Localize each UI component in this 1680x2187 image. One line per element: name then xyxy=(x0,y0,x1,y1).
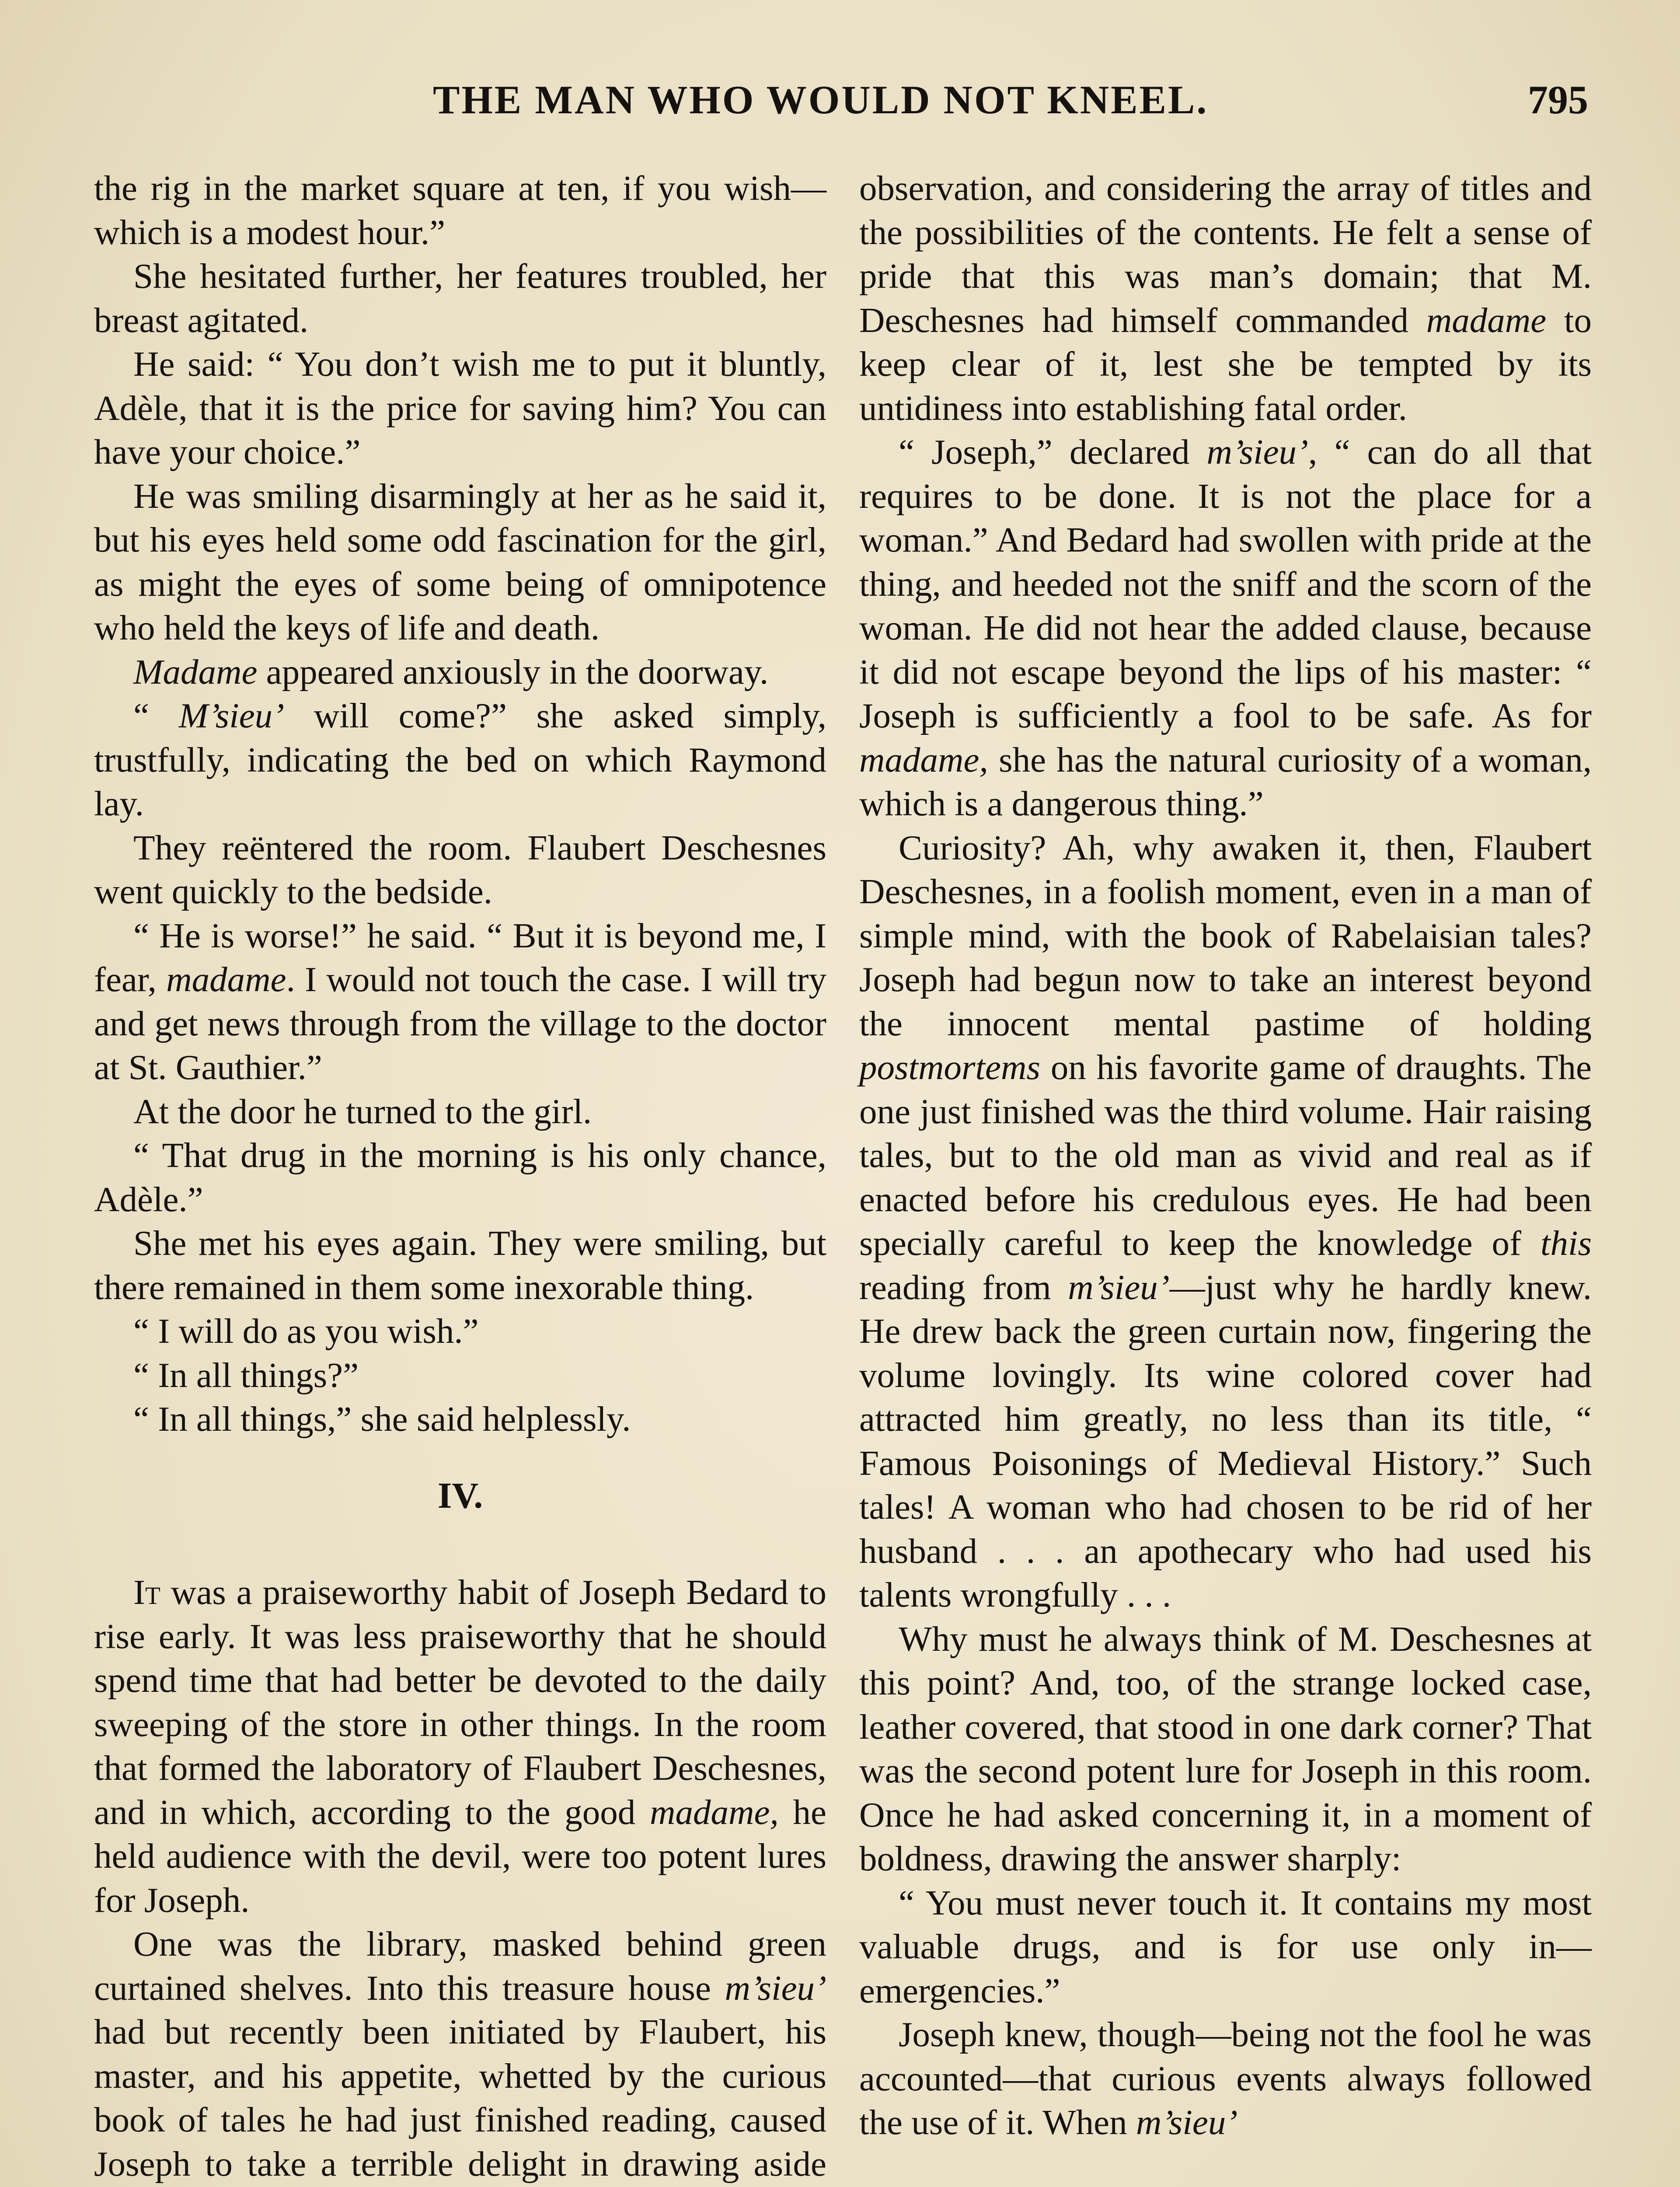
right-column xyxy=(859,166,1592,2145)
paragraph xyxy=(94,1397,826,1441)
paragraph xyxy=(94,254,826,342)
paragraph xyxy=(94,826,826,914)
paragraph-text: was a praiseworthy habit of Joseph Bedard to rise early. It was less praiseworthy that he should spend time that had better be devoted to the daily sweeping of the store in other things. In the room that formed the laboratory of Flaubert Deschesnes, and in which, according to the good xyxy=(94,1572,826,1832)
paragraph-text: She hesitated further, her features troubled, her breast agitated. xyxy=(94,256,826,340)
running-title: THE MAN WHO WOULD NOT KNEEL. xyxy=(433,77,1209,122)
paragraph xyxy=(94,166,826,254)
paragraph xyxy=(94,1221,826,1309)
paragraph xyxy=(859,2012,1592,2145)
italic-text: madame xyxy=(166,960,286,999)
paragraph xyxy=(94,650,826,694)
paragraph-text: , “ can do all that requires to be done. It is not the place for a woman.” And Bedard had swollen with pride at the thing, and heeded not the sniff and the scorn of the woman. He did not hear the added clause, because it did not escape beyond the lips of his master: “ Joseph is sufficiently a fool to be safe. As for xyxy=(859,432,1592,735)
italic-text: postmortems xyxy=(859,1048,1041,1087)
paragraph xyxy=(94,1570,826,1922)
paragraph-text: “ That drug in the morning is his only chance, Adèle.” xyxy=(94,1135,826,1219)
paragraph xyxy=(94,1309,826,1353)
italic-text: madame, xyxy=(859,740,988,779)
paragraph-text: “ Joseph,” declared xyxy=(899,432,1207,472)
paragraph-text: “ In all things,” she said helplessly. xyxy=(133,1399,631,1439)
page-number: 795 xyxy=(1528,77,1588,122)
italic-text: m’sieu’ xyxy=(1068,1267,1170,1307)
paragraph-text: appeared anxiously in the doorway. xyxy=(257,652,769,692)
paragraph xyxy=(94,1922,826,2187)
paragraph-text: She met his eyes again. They were smiling, but there remained in them some inexorable thing. xyxy=(94,1223,826,1307)
paragraph xyxy=(94,474,826,650)
paragraph xyxy=(859,1617,1592,1881)
paragraph-text: He was smiling disarmingly at her as he said it, but his eyes held some odd fascination for the girl, as might the eyes of some being of omnipotence who held the keys of life and death. xyxy=(94,476,826,647)
italic-text: this xyxy=(1540,1223,1592,1263)
left-column xyxy=(94,166,826,2187)
italic-text: madame xyxy=(1426,300,1547,340)
paragraph-text: —just why he hardly knew. He drew back the green curtain now, fingering the volume lovingly. Its wine colored cover had attracted him greatly, no less than its title, “ Famous Poisonings of Medieval History.” Such tales! A woman who had chosen to be rid of her husband . . . an apothecary who had used his talents wrongfully . . . xyxy=(859,1267,1592,1614)
paragraph-text: “ I will do as you wish.” xyxy=(133,1311,479,1351)
italic-text: m’sieu’ xyxy=(1206,432,1308,472)
italic-text: M’sieu’ xyxy=(178,696,285,735)
paragraph-text: “ He is worse!” he said. “ But it is beyond me, I fear, xyxy=(94,915,826,999)
paragraph-text: At the door he turned to the girl. xyxy=(133,1091,592,1131)
paragraph-text: on his favorite game of draughts. The one just finished was the third volume. Hair raising tales, but to the old man as vivid and real as if enacted before his credulous eyes. He had been specially careful to keep the knowledge of xyxy=(859,1048,1592,1263)
paragraph xyxy=(94,1133,826,1221)
paragraph xyxy=(859,826,1592,1617)
paragraph-text: to keep clear of it, lest she be tempted by its untidiness into establishing fatal order. xyxy=(859,300,1592,428)
paragraph-text: He said: “ You don’t wish me to put it bluntly, Adèle, that it is the price for saving him? You can have your choice.” xyxy=(94,344,826,472)
paragraph-text: One was the library, masked behind green curtained shelves. Into this treasure house xyxy=(94,1924,826,2008)
paragraph-text: . I would not touch the case. I will try and get news through from the village to the doctor at St. Gauthier.” xyxy=(94,960,826,1087)
paragraph xyxy=(859,430,1592,826)
paragraph-text: Curiosity? Ah, why awaken it, then, Flaubert Deschesnes, in a foolish moment, even in a man of simple mind, with the book of Rabelaisian tales? Joseph had begun now to take an interest beyond the innocent mental pastime of holding xyxy=(859,828,1592,1043)
italic-text: Madame xyxy=(133,652,258,692)
italic-text: madame, xyxy=(650,1792,779,1832)
paragraph xyxy=(94,342,826,474)
section-heading: IV. xyxy=(437,1475,483,1516)
paragraph xyxy=(94,914,826,1090)
paragraph xyxy=(94,694,826,826)
italic-text: m’sieu’ xyxy=(725,1968,826,2008)
paragraph-text: Why must he always think of M. Deschesnes at this point? And, too, of the strange locked case, leather covered, that stood in one dark corner? That was the second potent lure for Joseph in this room. Once he had asked concerning it, in a moment of boldness, drawing the answer sharply: xyxy=(859,1619,1592,1878)
italic-text: m’sieu’ xyxy=(1136,2103,1238,2142)
paragraph xyxy=(94,1090,826,1134)
paragraph-text: the rig in the market square at ten, if you wish—which is a modest hour.” xyxy=(94,168,826,252)
paragraph-text: he held audience with the devil, were too potent lures for Joseph. xyxy=(94,1792,827,1920)
small-caps-text: It xyxy=(133,1572,160,1612)
paragraph-text: Joseph knew, though—being not the fool he was accounted—that curious events always followed the use of it. When xyxy=(859,2015,1592,2142)
paragraph-text: “ xyxy=(133,696,179,735)
paragraph-text: They reëntered the room. Flaubert Deschesnes went quickly to the bedside. xyxy=(94,828,826,911)
paragraph xyxy=(94,1353,826,1397)
paragraph-text: had but recently been initiated by Flaubert, his master, and his appetite, whetted by the curious book of tales he had just finished reading, caused Joseph to take a terrible delight in drawing aside xyxy=(94,2012,826,2184)
paragraph-text: will come?” she asked simply, trustfully, indicating the bed on which Raymond lay. xyxy=(94,696,827,823)
paragraph-text: reading from xyxy=(859,1267,1068,1307)
paragraph xyxy=(859,166,1592,430)
paragraph-text: “ In all things?” xyxy=(133,1355,359,1395)
paragraph-text: she has the natural curiosity of a woman, which is a dangerous thing.” xyxy=(859,740,1592,823)
paragraph-text: “ You must never touch it. It contains my most valuable drugs, and is for use only in—emergencies.” xyxy=(859,1883,1592,2010)
page-header xyxy=(0,77,1680,147)
paragraph-text: observation, and considering the array of titles and the possibilities of the contents. He felt a sense of pride that this was man’s domain; that M. Deschesnes had himself commanded xyxy=(859,168,1592,340)
paragraph xyxy=(859,1881,1592,2013)
